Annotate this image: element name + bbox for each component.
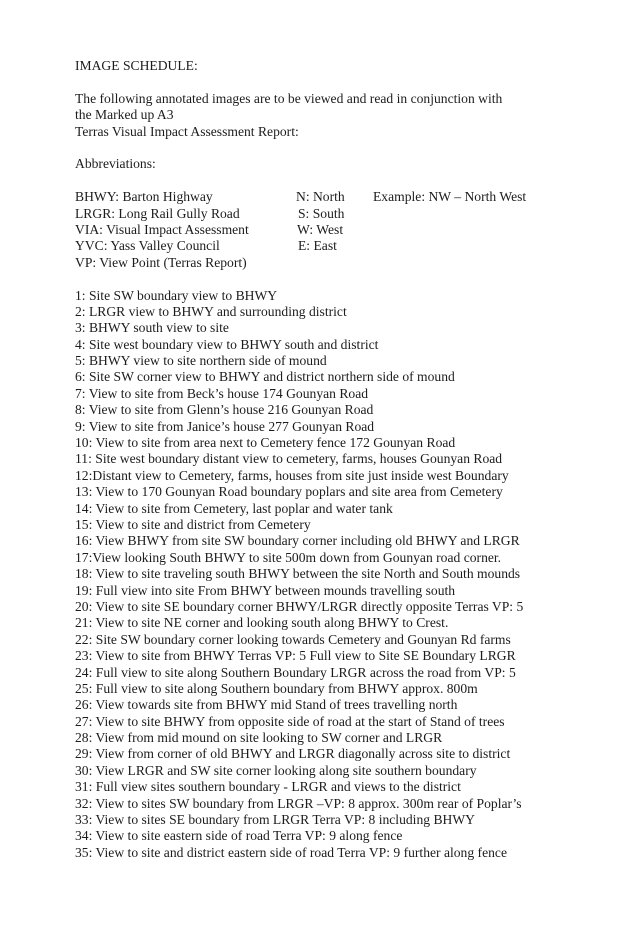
list-item: 25: Full view to site along Southern boundary from BHWY approx. 800m — [75, 680, 478, 696]
list-item: 13: View to 170 Gounyan Road boundary poplars and site area from Cemetery — [75, 484, 503, 500]
list-item: 14: View to site from Cemetery, last poplar and water tank — [75, 500, 393, 516]
abbreviations-heading: Abbreviations: — [75, 156, 156, 172]
list-item: 10: View to site from area next to Cemetery fence 172 Gounyan Road — [75, 435, 456, 451]
spacer — [75, 271, 615, 287]
list-item: 2: LRGR view to BHWY and surrounding district — [75, 303, 347, 319]
intro-line: The following annotated images are to be viewed and read in conjunction with — [75, 90, 503, 106]
list-item: 34: View to site eastern side of road Terra VP: 9 along fence — [75, 828, 403, 844]
list-item: 8: View to site from Glenn’s house 216 Gounyan Road — [75, 402, 374, 418]
abbreviation-item: LRGR: Long Rail Gully Road — [75, 205, 240, 221]
list-item: 22: Site SW boundary corner looking towards Cemetery and Gounyan Rd farms — [75, 631, 511, 647]
example-note — [373, 189, 526, 205]
list-item: 29: View from corner of old BHWY and LRGR diagonally across site to district — [75, 746, 511, 762]
list-item: 28: View from mid mound on site looking to SW corner and LRGR — [75, 730, 443, 746]
list-item: 15: View to site and district from Cemetery — [75, 516, 311, 532]
directions-list — [296, 189, 345, 255]
document-heading: IMAGE SCHEDULE: — [75, 58, 198, 73]
list-item: 16: View BHWY from site SW boundary corner including old BHWY and LRGR — [75, 533, 520, 549]
list-item: 12:Distant view to Cemetery, farms, houses from site just inside west Boundary — [75, 467, 509, 483]
list-item: 1: Site SW boundary view to BHWY — [75, 287, 278, 303]
direction-item: S: South — [298, 205, 345, 221]
list-item: 20: View to site SE boundary corner BHWY/LRGR directly opposite Terras VP: 5 — [75, 598, 524, 614]
spacer — [75, 140, 615, 156]
list-item: 33: View to sites SE boundary from LRGR Terra VP: 8 including BHWY — [75, 812, 475, 828]
list-item: 7: View to site from Beck’s house 174 Gounyan Road — [75, 385, 369, 401]
list-item: 4: Site west boundary view to BHWY south and district — [75, 336, 379, 352]
abbreviation-item: BHWY: Barton Highway — [75, 189, 213, 205]
abbreviation-item: VIA: Visual Impact Assessment — [75, 221, 249, 237]
list-item: 21: View to site NE corner and looking south along BHWY to Crest. — [75, 615, 449, 631]
list-item: 30: View LRGR and SW site corner looking along site southern boundary — [75, 762, 477, 778]
intro-line: the Marked up A3 — [75, 107, 174, 123]
list-item: 18: View to site traveling south BHWY between the site North and South mounds — [75, 566, 521, 582]
list-item: 19: Full view into site From BHWY between mounds travelling south — [75, 582, 456, 598]
intro-paragraph — [75, 91, 615, 140]
list-item: 17:View looking South BHWY to site 500m down from Gounyan road corner. — [75, 549, 502, 565]
abbreviations-list — [75, 189, 249, 271]
example-text: Example: NW – North West — [373, 189, 527, 205]
list-item: 9: View to site from Janice’s house 277 Gounyan Road — [75, 418, 375, 434]
abbreviation-item: YVC: Yass Valley Council — [75, 238, 220, 254]
list-item: 32: View to sites SW boundary from LRGR –VP: 8 approx. 300m rear of Poplar’s — [75, 795, 522, 811]
list-item: 3: BHWY south view to site — [75, 320, 229, 336]
list-item: 23: View to site from BHWY Terras VP: 5 Full view to Site SE Boundary LRGR — [75, 648, 516, 664]
direction-item: N: North — [296, 189, 345, 205]
list-item: 31: Full view sites southern boundary - LRGR and views to the district — [75, 779, 461, 795]
list-item: 6: Site SW corner view to BHWY and district northern side of mound — [75, 369, 455, 385]
abbreviation-item: VP: View Point (Terras Report) — [75, 254, 247, 270]
intro-line: Terras Visual Impact Assessment Report: — [75, 123, 299, 139]
list-item: 5: BHWY view to site northern side of mound — [75, 353, 327, 369]
spacer — [75, 173, 615, 189]
spacer — [75, 74, 615, 90]
direction-item: E: East — [298, 238, 337, 254]
list-item: 24: Full view to site along Southern Boundary LRGR across the road from VP: 5 — [75, 664, 516, 680]
direction-item: W: West — [297, 221, 344, 237]
list-item: 26: View towards site from BHWY mid Stand of trees travelling north — [75, 697, 458, 713]
list-item: 27: View to site BHWY from opposite side of road at the start of Stand of trees — [75, 713, 505, 729]
document-page — [75, 58, 615, 861]
list-item: 35: View to site and district eastern side of road Terra VP: 9 further along fence — [75, 844, 507, 860]
abbreviations-block — [75, 189, 615, 271]
image-schedule-list — [75, 288, 615, 862]
list-item: 11: Site west boundary distant view to cemetery, farms, houses Gounyan Road — [75, 451, 503, 467]
